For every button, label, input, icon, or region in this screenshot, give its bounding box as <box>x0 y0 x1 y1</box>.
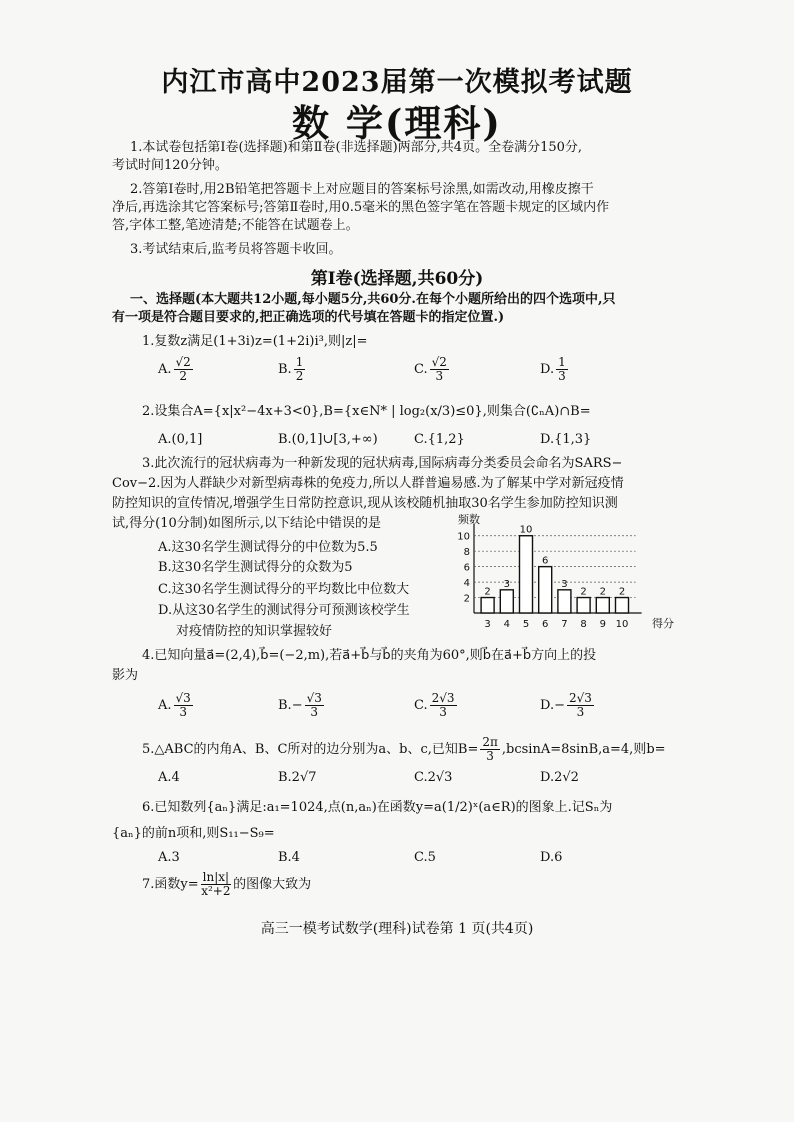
chart-y-tick-label: 2 <box>463 593 470 605</box>
chart-data-label: 3 <box>561 578 568 590</box>
instruction-line: 答,字体工整,笔迹清楚;不能答在试题卷上。 <box>112 218 359 233</box>
chart-ylabel: 频数 <box>458 513 480 526</box>
chart-bar <box>596 598 609 613</box>
instruction-line: 考试时间120分钟。 <box>112 158 228 173</box>
instruction-line: 2.答第Ⅰ卷时,用2B铅笔把答题卡上对应题目的答案标号涂黑,如需改动,用橡皮擦干 <box>130 182 594 197</box>
exam-subject: 数 学(理科) <box>292 101 502 145</box>
q2-option-c: C.{1,2} <box>414 432 465 447</box>
chart-data-label: 2 <box>618 586 626 598</box>
q5-option-c: C.2√3 <box>414 770 453 785</box>
q1-option-d: D. $\frac{1}{3}$ <box>540 355 566 383</box>
chart-bar <box>616 598 629 613</box>
chart-xlabel: 得分 <box>652 617 674 630</box>
q1-option-a: A. $\frac{√2}{2}$ <box>158 355 191 383</box>
section-intro: 有一项是符合题目要求的,把正确选项的代号填在答题卡的指定位置.) <box>112 310 505 325</box>
exam-title: 内江市高中2023届第一次模拟考试题 <box>161 67 633 98</box>
q2-option-a: A.(0,1] <box>158 432 203 447</box>
chart-data-label: 6 <box>542 555 549 567</box>
q1-option-c: C. $\frac{√2}{3}$ <box>414 355 447 383</box>
frequency-bar-chart <box>444 512 684 632</box>
chart-x-tick-label: 6 <box>542 619 549 630</box>
chart-data-label: 3 <box>503 578 510 590</box>
q4-option-a: A. $\frac{√3}{3}$ <box>158 691 191 719</box>
question-5-stem: 5.△ABC的内角A、B、C所对的边分别为a、b、c,已知B= $\frac{2\pi}{3}$ ,bcsinA=8sinB,a=4,则b= <box>142 735 666 763</box>
chart-bar <box>481 598 494 613</box>
page-footer: 高三一模考试数学(理科)试卷第 1 页(共4页) <box>260 921 534 937</box>
chart-x-tick-label: 10 <box>615 619 629 630</box>
q2-option-d: D.{1,3} <box>540 432 592 447</box>
q1-option-b: B. $\frac{1}{2}$ <box>278 355 304 383</box>
chart-y-tick-label: 6 <box>463 562 470 574</box>
q4-option-c: C. $\frac{2√3}{3}$ <box>414 691 455 719</box>
question-3-line: Cov−2.因为人群缺少对新型病毒株的免疫力,所以人群普遍易感.为了解某中学对新冠疫情 <box>112 476 624 491</box>
q4-option-d: D.− $\frac{2√3}{3}$ <box>540 691 592 719</box>
q3-option-a: A.这30名学生测试得分的中位数为5.5 <box>158 540 378 555</box>
q5-option-a: A.4 <box>158 770 180 785</box>
chart-bar <box>577 598 590 613</box>
question-7-stem: 7.函数y= $\frac{\ln|x|}{\text{x²+2}}$ 的图像大致为 <box>142 870 312 898</box>
chart-data-label: 10 <box>519 524 533 536</box>
chart-x-tick-label: 7 <box>561 619 568 630</box>
question-4-line: 影为 <box>112 668 139 683</box>
instruction-line: 3.考试结束后,监考员将答题卡收回。 <box>130 242 342 257</box>
q3-option-d: D.从这30名学生的测试得分可预测该校学生 <box>158 603 410 618</box>
chart-y-tick-label: 4 <box>463 578 470 590</box>
question-2-stem: 2.设集合A={x|x²−4x+3<0},B={x∈N* | log₂(x/3)≤0},则集合(∁ₙA)∩B= <box>142 404 591 419</box>
q2-option-b: B.(0,1]∪[3,+∞) <box>278 432 378 447</box>
question-3-line: 3.此次流行的冠状病毒为一种新发现的冠状病毒,国际病毒分类委员会命名为SARS− <box>142 456 623 471</box>
chart-x-tick-label: 8 <box>580 619 587 630</box>
question-3-line: 防控知识的宣传情况,增强学生日常防控意识,现从该校随机抽取30名学生参加防控知识测 <box>112 496 618 511</box>
q3-option-b: B.这30名学生测试得分的众数为5 <box>158 560 353 575</box>
question-1-stem: 1.复数z满足(1+3i)z=(1+2i)i³,则|z|= <box>142 334 368 349</box>
q6-option-d: D.6 <box>540 850 563 865</box>
section-intro: 一、选择题(本大题共12小题,每小题5分,共60分.在每个小题所给出的四个选项中,只 <box>130 292 616 307</box>
q3-option-c: C.这30名学生测试得分的平均数比中位数大 <box>158 582 410 597</box>
chart-y-tick-label: 8 <box>463 547 470 559</box>
chart-bar <box>500 590 513 613</box>
q4-option-b: B.− $\frac{√3}{3}$ <box>278 691 322 719</box>
chart-data-label: 2 <box>599 586 606 598</box>
instruction-line: 1.本试卷包括第Ⅰ卷(选择题)和第Ⅱ卷(非选择题)两部分,共4页。全卷满分150分, <box>130 140 583 155</box>
chart-x-tick-label: 4 <box>503 619 510 630</box>
question-6-line: 6.已知数列{aₙ}满足:a₁=1024,点(n,aₙ)在函数y=a(1/2)ˣ(a∈R)的图象上.记Sₙ为 <box>142 800 613 815</box>
chart-x-tick-label: 9 <box>599 619 606 630</box>
question-6-line: {aₙ}的前n项和,则S₁₁−S₉= <box>112 826 275 841</box>
q6-option-b: B.4 <box>278 850 300 865</box>
chart-data-label: 2 <box>580 586 587 598</box>
question-3-line: 试,得分(10分制)如图所示,以下结论中错误的是 <box>112 516 381 531</box>
section-title: 第Ⅰ卷(选择题,共60分) <box>310 269 484 289</box>
chart-bar <box>539 567 552 613</box>
chart-x-tick-label: 3 <box>484 619 491 630</box>
chart-x-tick-label: 5 <box>522 619 530 630</box>
q5-option-d: D.2√2 <box>540 770 579 785</box>
chart-data-label: 2 <box>484 586 491 598</box>
q5-option-b: B.2√7 <box>278 770 317 785</box>
q3-option-d-cont: 对疫情防控的知识掌握较好 <box>176 624 333 639</box>
question-4-line: 4.已知向量a⃗=(2,4),b⃗=(−2,m),若a⃗+b⃗与b⃗的夹角为60°,则b⃗在a⃗+b⃗方向上的投 <box>142 648 597 663</box>
q6-option-a: A.3 <box>158 850 180 865</box>
instruction-line: 净后,再选涂其它答案标号;答第Ⅱ卷时,用0.5毫米的黑色签字笔在答题卡规定的区域内作 <box>112 200 610 215</box>
chart-bar <box>558 590 571 613</box>
q6-option-c: C.5 <box>414 850 436 865</box>
chart-y-tick-label: 10 <box>457 531 470 543</box>
chart-bar <box>520 536 533 613</box>
